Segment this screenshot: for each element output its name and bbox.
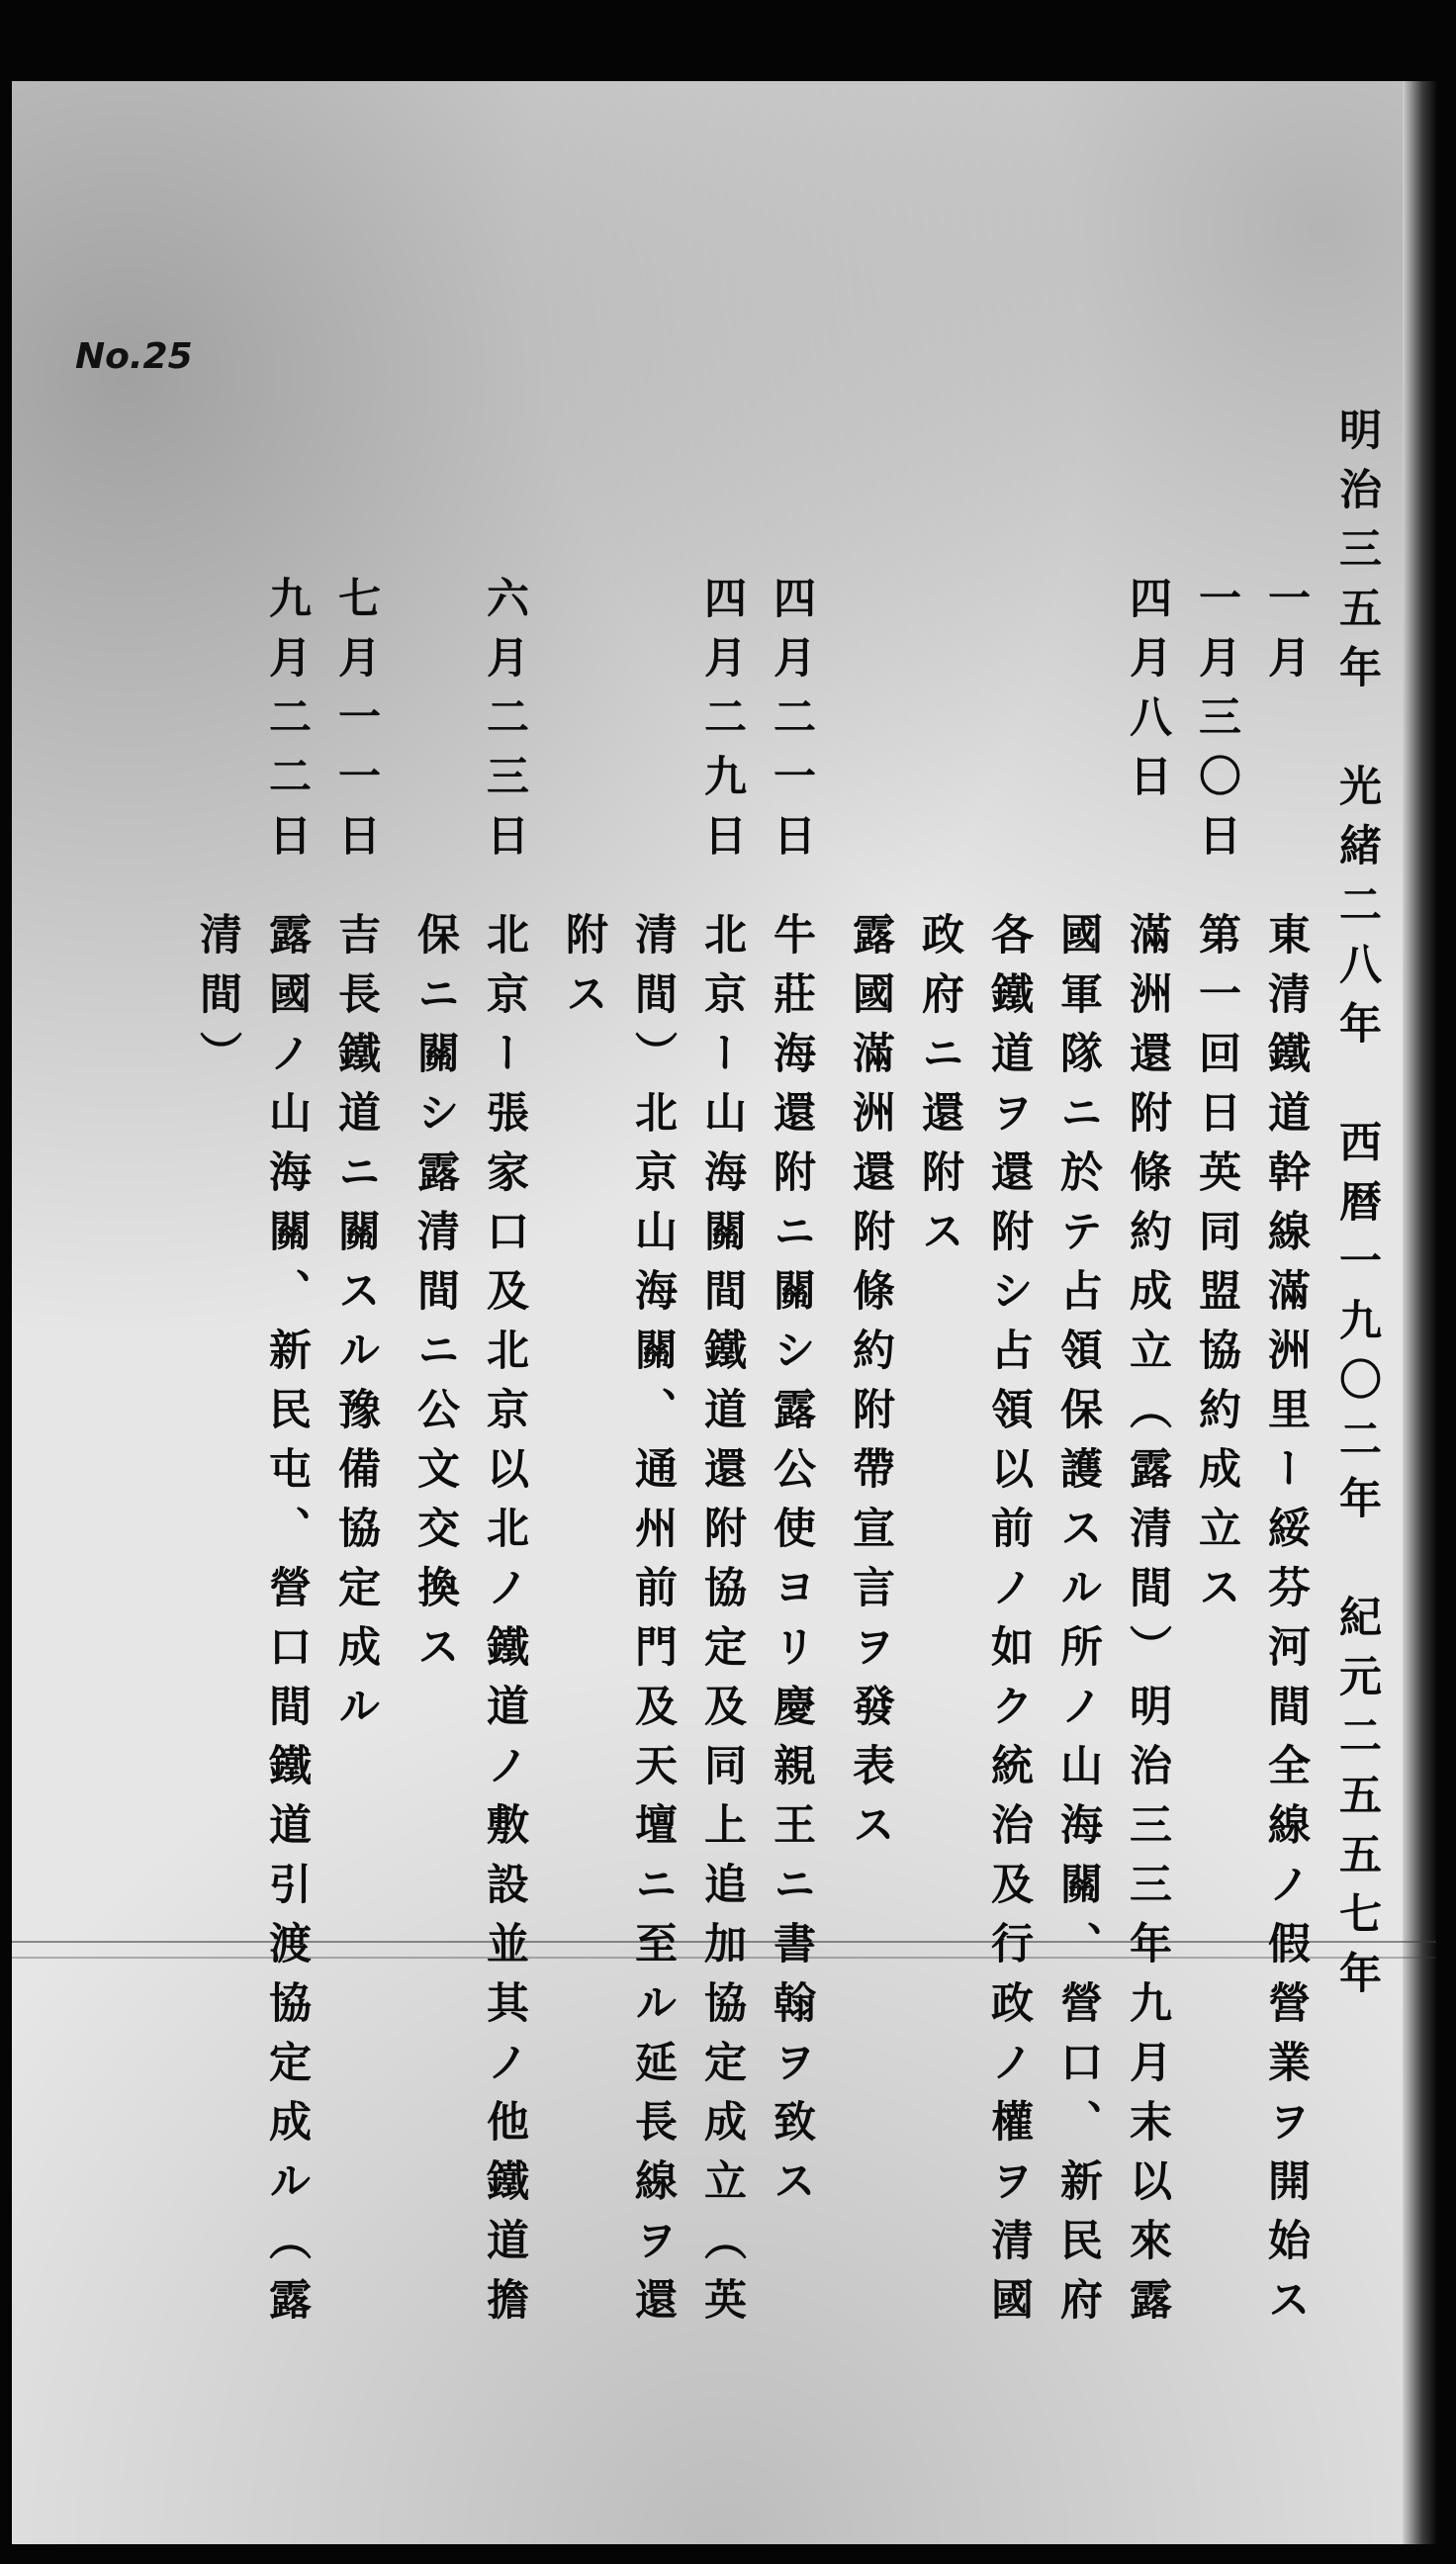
entry-text: 保ニ關シ露清間ニ公文交換ス <box>410 912 460 1684</box>
entry-text: 露國滿洲還附條約附帶宣言ヲ發表ス <box>846 912 895 1862</box>
page-number: No.25 <box>75 336 193 377</box>
document-page <box>12 81 1436 2544</box>
entry-text: 吉長鐵道ニ關スル豫備協定成ル <box>331 912 381 1743</box>
entry-date: 九月二二日 <box>262 576 312 872</box>
entry-text: 東清鐵道幹線滿洲里ー綏芬河間全線ノ假營業ヲ開始ス <box>1261 912 1311 2336</box>
entry-date: 七月一一日 <box>331 576 381 872</box>
entry-date: 一月三〇日 <box>1192 576 1241 872</box>
entry-text: 清間）北京山海關、通州前門及天壇ニ至ル延長線ヲ還 <box>628 912 678 2336</box>
entry-text: 北京ー張家口及北京以北ノ鐵道ノ敷設並其ノ他鐵道擔 <box>480 912 529 2336</box>
entry-text: 第一回日英同盟協約成立ス <box>1192 912 1241 1624</box>
entry-date: 四月八日 <box>1123 576 1172 813</box>
entry-text: 政府ニ還附ス <box>915 912 964 1268</box>
entry-date: 一月 <box>1261 576 1311 694</box>
entry-text: 牛莊海還附ニ關シ露公使ヨリ慶親王ニ書翰ヲ致ス <box>767 912 816 2218</box>
entry-date: 四月二九日 <box>697 576 747 872</box>
entry-date: 六月二三日 <box>480 576 529 872</box>
entry-text: 各鐵道ヲ還附シ占領以前ノ如ク統治及行政ノ權ヲ清國 <box>984 912 1034 2336</box>
entry-text: 北京ー山海關間鐵道還附協定及同上追加協定成立（英 <box>697 912 747 2336</box>
header-line: 明治三五年 光緒二八年 西暦一九〇二年 紀元二五五七年 <box>1332 408 1382 2010</box>
entry-date: 四月二一日 <box>767 576 816 872</box>
entry-text: 國軍隊ニ於テ占領保護スル所ノ山海關、營口、新民府 <box>1053 912 1103 2336</box>
page-edge <box>1403 81 1436 2544</box>
entry-text: 滿洲還附條約成立（露清間）明治三三年九月末以來露 <box>1123 912 1172 2336</box>
entry-text: 附ス <box>559 912 608 1031</box>
entry-text: 清間） <box>193 912 242 1090</box>
entry-text: 露國ノ山海關、新民屯、營口間鐵道引渡協定成ル（露 <box>262 912 312 2336</box>
